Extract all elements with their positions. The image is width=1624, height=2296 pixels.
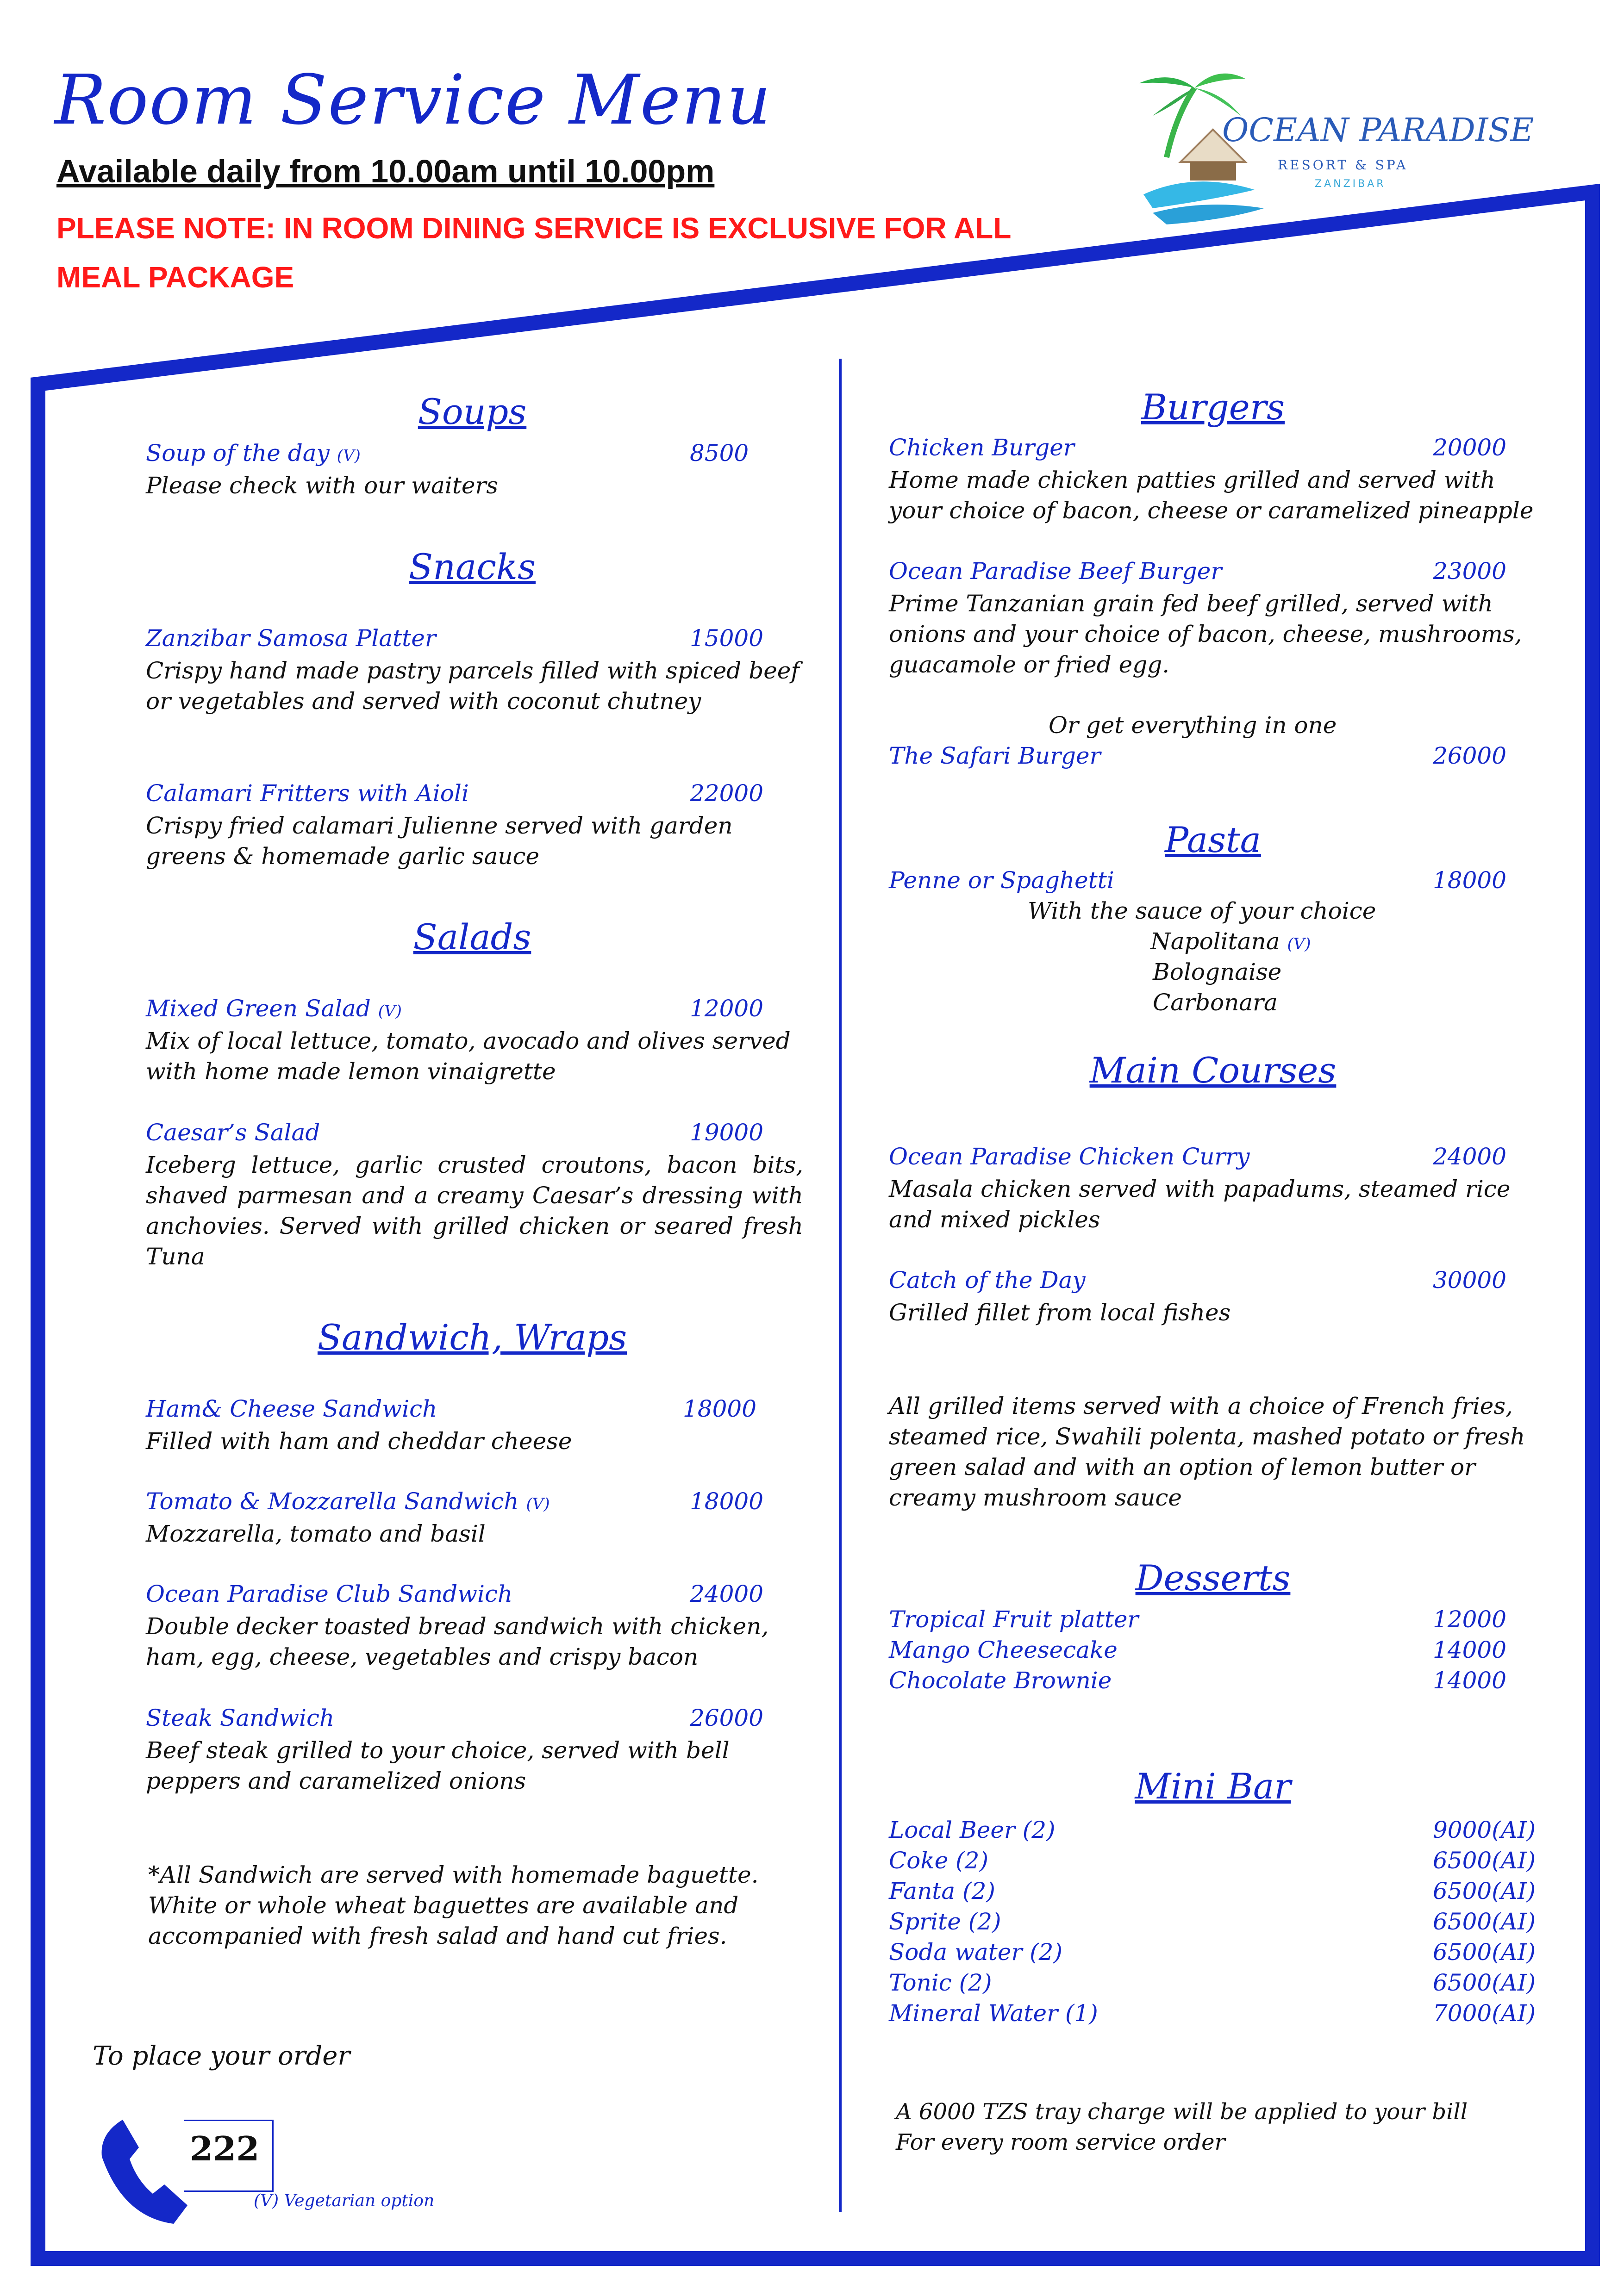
menu-item-name: Ham& Cheese Sandwich (146, 1395, 437, 1422)
menu-item-price: 15000 (690, 625, 764, 652)
menu-item-price: 22000 (690, 780, 764, 807)
menu-item-description: Crispy hand made pastry parcels filled with spiced beef or vegetables and served with coconut chutney (146, 657, 800, 715)
dining-notice-line2: MEAL PACKAGE (56, 261, 294, 294)
section-title-salads: Salads (413, 916, 531, 958)
item-name-text: Mixed Green Salad (146, 995, 371, 1022)
dining-notice-line1: PLEASE NOTE: IN ROOM DINING SERVICE IS EXCLUSIVE FOR ALL (56, 212, 1012, 245)
menu-item-price: 30000 (1433, 1267, 1507, 1294)
menu-item-price: 18000 (690, 1488, 764, 1515)
section-title-soups: Soups (418, 391, 527, 432)
section-title-snacks: Snacks (409, 546, 536, 587)
menu-item-description: Mozzarella, tomato and basil (146, 1520, 486, 1547)
menu-item-description: Home made chicken patties grilled and served with your choice of bacon, cheese or caramelized pineapple (889, 467, 1534, 524)
menu-item-price: 24000 (1433, 1143, 1507, 1170)
dining-notice (56, 204, 1158, 302)
menu-item-name: Steak Sandwich (146, 1705, 335, 1731)
menu-item-name: Ocean Paradise Chicken Curry (889, 1143, 1250, 1170)
menu-item-price: 12000 (690, 995, 764, 1022)
availability-line: Available daily from 10.00am until 10.00pm (56, 153, 715, 189)
menu-item-price: 6500(AI) (1433, 1969, 1536, 1996)
menu-item-description: Filled with ham and cheddar cheese (146, 1428, 572, 1455)
menu-item-name: Catch of the Day (889, 1267, 1086, 1294)
menu-item-price: 6500(AI) (1433, 1939, 1536, 1966)
menu-item-price: 6500(AI) (1433, 1878, 1536, 1904)
menu-item-name: Penne or Spaghetti (889, 867, 1114, 894)
menu-item-name: Coke (2) (889, 1847, 988, 1874)
menu-item-price: 19000 (690, 1119, 764, 1146)
menu-item-name (146, 1488, 550, 1515)
menu-item-price: 14000 (1433, 1636, 1507, 1663)
menu-item-price: 14000 (1433, 1667, 1507, 1694)
menu-item-description: Prime Tanzanian grain fed beef grilled, served with onions and your choice of bacon, cheese, mushrooms, guacamole or fried egg. (889, 590, 1522, 678)
menu-item-description: Iceberg lettuce, garlic crusted croutons, bacon bits, shaved parmesan and a creamy Caesar’s dressing with anchovies. Served with grilled chicken or seared fresh Tuna (146, 1151, 803, 1270)
menu-item-description: Please check with our waiters (146, 472, 499, 499)
sandwich-footnote: *All Sandwich are served with homemade baguette. White or whole wheat baguettes are available and accompanied with fresh salad and hand cut fries. (148, 1861, 759, 1949)
logo-name: OCEAN PARADISE (1222, 111, 1534, 149)
vegetarian-tag: (V) (337, 447, 361, 465)
menu-item-price: 26000 (690, 1705, 764, 1731)
vegetarian-tag: (V) (378, 1002, 402, 1020)
section-title-sandwich: Sandwich, Wraps (317, 1317, 627, 1358)
section-title-desserts: Desserts (1135, 1557, 1291, 1599)
menu-item-name: Soda water (2) (889, 1939, 1062, 1966)
menu-item-price: 18000 (683, 1395, 757, 1422)
section-title-minibar: Mini Bar (1135, 1766, 1291, 1807)
menu-item-description: Masala chicken served with papadums, steamed rice and mixed pickles (889, 1176, 1511, 1233)
menu-item-name: Caesar’s Salad (146, 1119, 320, 1146)
menu-item-name: The Safari Burger (889, 742, 1101, 769)
menu-item-name: Sprite (2) (889, 1908, 1001, 1935)
menu-item-name: Zanzibar Samosa Platter (146, 625, 436, 652)
menu-item-name: Tonic (2) (889, 1969, 992, 1996)
section-title-burgers: Burgers (1141, 386, 1285, 428)
logo-subtitle: RESORT & SPA (1278, 157, 1408, 173)
menu-item-description: Mix of local lettuce, tomato, avocado and olives served with home made lemon vinaigrette (146, 1027, 791, 1085)
sauce-intro: With the sauce of your choice (1028, 897, 1376, 924)
wave-icon (1143, 181, 1264, 224)
menu-item-description: Crispy fried calamari Julienne served with garden greens & homemade garlic sauce (146, 812, 733, 870)
menu-item-price: 23000 (1433, 558, 1507, 585)
section-title-pasta: Pasta (1165, 819, 1261, 860)
combo-intro: Or get everything in one (1049, 712, 1337, 739)
item-name-text: Tomato & Mozzarella Sandwich (146, 1488, 519, 1515)
order-phone-number[interactable]: 222 (190, 2129, 260, 2168)
menu-item-price: 6500(AI) (1433, 1847, 1536, 1874)
menu-item-name: Tropical Fruit platter (889, 1606, 1139, 1633)
menu-item-name: Ocean Paradise Beef Burger (889, 558, 1222, 585)
page-title: Room Service Menu (55, 60, 772, 140)
menu-item-name: Fanta (2) (889, 1878, 995, 1904)
section-title-main-courses: Main Courses (1089, 1050, 1337, 1091)
logo-location: ZANZIBAR (1315, 178, 1386, 190)
menu-item-price: 8500 (690, 440, 749, 467)
order-label: To place your order (93, 2041, 350, 2071)
vegetarian-tag: (V) (526, 1495, 550, 1513)
grilled-items-footnote: All grilled items served with a choice of French fries, steamed rice, Swahili polenta, mashed potato or fresh green salad and with an option of lemon butter or creamy mushroom sauce (889, 1393, 1525, 1511)
menu-item-price: 24000 (690, 1580, 764, 1607)
menu-item-price: 9000(AI) (1433, 1817, 1536, 1843)
menu-item-price: 20000 (1433, 434, 1507, 461)
tray-charge-note: A 6000 TZS tray charge will be applied to your bill (896, 2099, 1468, 2125)
phone-icon (95, 2115, 192, 2226)
menu-item-price: 7000(AI) (1433, 2000, 1536, 2027)
item-name-text: Soup of the day (146, 440, 330, 467)
menu-item-name (146, 995, 402, 1022)
vegetarian-legend: (V) Vegetarian option (254, 2191, 435, 2210)
menu-item-name: Mango Cheesecake (889, 1636, 1118, 1663)
sauce-option: Carbonara (1153, 989, 1278, 1016)
menu-item-name: Local Beer (2) (889, 1817, 1056, 1843)
menu-item-name: Ocean Paradise Club Sandwich (146, 1580, 513, 1607)
menu-item-description: Grilled fillet from local fishes (889, 1299, 1231, 1326)
menu-item-name: Chocolate Brownie (889, 1667, 1112, 1694)
sauce-name: Napolitana (1150, 928, 1280, 955)
sauce-option (1150, 928, 1311, 955)
sauce-option: Bolognaise (1153, 958, 1282, 985)
menu-item-price: 12000 (1433, 1606, 1507, 1633)
tray-charge-note-line2: For every room service order (896, 2129, 1225, 2155)
menu-item-name: Chicken Burger (889, 434, 1074, 461)
vegetarian-tag: (V) (1287, 935, 1311, 953)
menu-item-description: Beef steak grilled to your choice, served with bell peppers and caramelized onions (146, 1737, 730, 1794)
menu-item-price: 6500(AI) (1433, 1908, 1536, 1935)
menu-item-name: Mineral Water (1) (889, 2000, 1098, 2027)
menu-item-price: 18000 (1433, 867, 1507, 894)
menu-item-price: 26000 (1433, 742, 1507, 769)
menu-item-description: Double decker toasted bread sandwich with chicken, ham, egg, cheese, vegetables and crispy bacon (146, 1613, 769, 1670)
menu-item-name: Calamari Fritters with Aioli (146, 780, 469, 807)
menu-item-name (146, 440, 361, 467)
